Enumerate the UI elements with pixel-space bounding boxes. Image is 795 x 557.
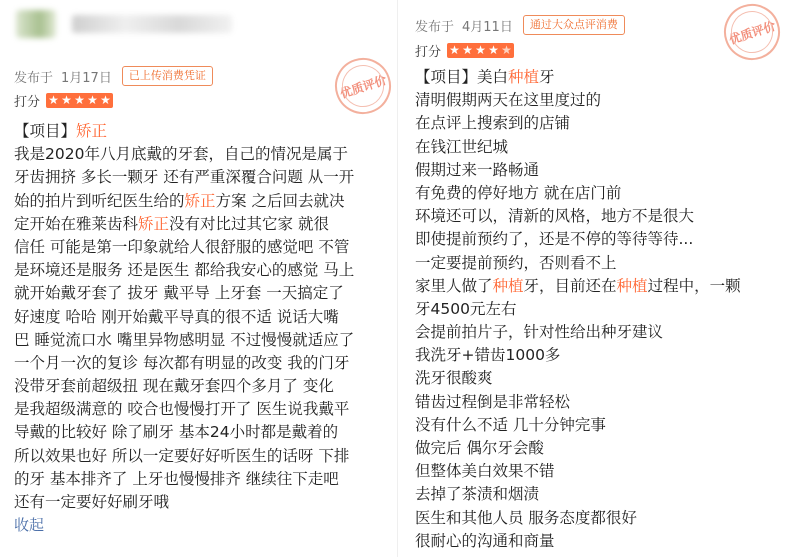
right-review-line bbox=[415, 275, 741, 298]
left-project-name: 矫正 bbox=[76, 122, 108, 140]
collapse-link[interactable]: 收起 bbox=[14, 516, 45, 535]
left-published-date: 1月17日 bbox=[61, 70, 112, 86]
blurred-user-header bbox=[14, 10, 244, 36]
right-review-text: 牙4500元左右 bbox=[415, 299, 517, 318]
right-review-line bbox=[415, 205, 741, 228]
right-review-card bbox=[398, 0, 795, 557]
right-review-text: 即使提前预约了，还是不停的等待等待... bbox=[415, 230, 694, 249]
right-review-line bbox=[415, 414, 741, 437]
right-project-tag: 【项目】 bbox=[415, 68, 478, 86]
left-review-text: 好速度 哈哈 刚开始戴平导真的很不适 说话大嘴 bbox=[14, 307, 339, 326]
left-collapse-row bbox=[14, 514, 354, 537]
right-review-text: 但整体美白效果不错 bbox=[415, 462, 555, 481]
left-review-line bbox=[14, 306, 354, 329]
left-star-rating bbox=[46, 93, 113, 108]
right-review-text: 在钱江世纪城 bbox=[415, 137, 509, 156]
left-review-text: 是环境还是服务 还是医生 都给我安心的感觉 马上 bbox=[14, 261, 355, 280]
left-review-line bbox=[14, 352, 354, 375]
right-review-line bbox=[415, 507, 741, 530]
star-icon: ★ bbox=[74, 93, 85, 107]
quality-review-stamp-text: 优质评价 bbox=[727, 18, 778, 47]
left-project-tag: 【项目】 bbox=[14, 122, 77, 140]
right-review-text: 牙，目前还在 bbox=[523, 276, 617, 295]
star-icon: ★ bbox=[475, 43, 486, 57]
right-review-text: 很耐心的沟通和商量 bbox=[415, 531, 555, 550]
left-score-line bbox=[14, 91, 113, 110]
right-review-line bbox=[415, 136, 741, 159]
left-review-line bbox=[14, 259, 354, 282]
left-review-line bbox=[14, 282, 354, 305]
left-review-text: 定开始在雅莱齿科 bbox=[14, 214, 139, 233]
right-review-text: 错齿过程倒是非常轻松 bbox=[415, 392, 571, 411]
right-review-line bbox=[415, 159, 741, 182]
left-review-line bbox=[14, 166, 354, 189]
star-icon: ★ bbox=[48, 93, 59, 107]
right-review-body bbox=[415, 66, 741, 553]
right-review-text: 有免费的停好地方 就在店门前 bbox=[415, 183, 622, 202]
left-review-line bbox=[14, 445, 354, 468]
right-review-line bbox=[415, 182, 741, 205]
right-highlight-keyword: 种植 bbox=[492, 276, 524, 295]
right-review-text: 家里人做了 bbox=[415, 276, 493, 295]
left-review-line bbox=[14, 375, 354, 398]
right-review-line bbox=[415, 89, 741, 112]
right-star-rating bbox=[447, 43, 514, 58]
right-review-text: 会提前拍片子，针对性给出种牙建议 bbox=[415, 323, 664, 342]
left-review-text: 一个月一次的复诊 每次都有明显的改变 我的门牙 bbox=[14, 353, 350, 372]
left-review-line bbox=[14, 190, 354, 213]
left-review-text: 信任 可能是第一印象就给人很舒服的感觉吧 不管 bbox=[14, 237, 350, 256]
left-review-text: 所以效果也好 所以一定要好好听医生的话呀 下排 bbox=[14, 446, 350, 465]
left-review-text: 始的拍片到听纪医生给的 bbox=[14, 191, 185, 210]
right-review-text: 环境还可以，清新的风格，地方不是很大 bbox=[415, 207, 695, 226]
left-review-line bbox=[14, 329, 354, 352]
right-published-date: 4月11日 bbox=[462, 19, 513, 35]
right-review-line bbox=[415, 228, 741, 251]
right-review-line bbox=[415, 252, 741, 275]
left-review-text: 还有一定要好好刷牙哦 bbox=[14, 493, 170, 511]
right-verified-badge: 通过大众点评消费 bbox=[523, 15, 625, 35]
right-review-line bbox=[415, 321, 741, 344]
left-review-text: 没带牙套前超级扭 现在戴牙套四个多月了 变化 bbox=[14, 377, 334, 396]
right-review-line bbox=[415, 460, 741, 483]
left-highlight-keyword: 矫正 bbox=[138, 214, 170, 233]
right-review-line bbox=[415, 530, 741, 553]
left-published-prefix: 发布于 bbox=[14, 70, 54, 86]
right-review-text: 清明假期两天在这里度过的 bbox=[415, 91, 602, 110]
right-score-line bbox=[415, 41, 514, 60]
quality-review-stamp-text: 优质评价 bbox=[338, 72, 389, 101]
quality-review-stamp bbox=[717, 0, 788, 67]
left-review-lines bbox=[14, 143, 354, 514]
right-review-line bbox=[415, 437, 741, 460]
right-review-line bbox=[415, 391, 741, 414]
left-review-line bbox=[14, 213, 354, 236]
right-review-line bbox=[415, 483, 741, 506]
right-highlight-keyword: 种植 bbox=[616, 276, 648, 295]
right-review-text: 做完后 偶尔牙会酸 bbox=[415, 439, 544, 457]
star-icon: ★ bbox=[61, 93, 72, 107]
right-project-line bbox=[415, 66, 741, 89]
right-published-prefix: 发布于 bbox=[415, 19, 455, 35]
right-review-text: 一定要提前预约，否则看不上 bbox=[415, 253, 617, 272]
right-project-prefix: 美白 bbox=[477, 68, 509, 86]
right-review-text: 没有什么不适 几十分钟完事 bbox=[415, 415, 606, 434]
star-icon: ★ bbox=[87, 93, 98, 107]
right-review-lines bbox=[415, 89, 741, 553]
right-review-line bbox=[415, 344, 741, 367]
right-project-suffix: 牙 bbox=[539, 68, 555, 86]
left-review-text: 就开始戴牙套了 拔牙 戴平导 上牙套 一天搞定了 bbox=[14, 284, 344, 303]
right-review-line bbox=[415, 112, 741, 135]
right-review-text: 假期过来一路畅通 bbox=[415, 160, 540, 179]
blurred-username bbox=[72, 15, 232, 33]
left-review-text: 导戴的比较好 除了刷牙 基本24小时都是戴着的 bbox=[14, 423, 339, 442]
blurred-avatar bbox=[16, 10, 56, 38]
right-score-label: 打分 bbox=[415, 45, 442, 60]
left-project-line bbox=[14, 120, 354, 143]
right-project-name: 种植 bbox=[508, 68, 540, 86]
left-review-text: 我是2020年八月底戴的牙套，自己的情况是属于 bbox=[14, 145, 348, 164]
star-icon: ★ bbox=[449, 43, 460, 57]
left-review-line bbox=[14, 143, 354, 166]
right-review-text: 过程中，一颗 bbox=[647, 276, 741, 295]
right-review-line bbox=[415, 298, 741, 321]
right-review-text: 医生和其他人员 服务态度都很好 bbox=[415, 508, 637, 527]
left-review-text: 巴 睡觉流口水 嘴里异物感明显 不过慢慢就适应了 bbox=[14, 330, 355, 349]
star-icon: ★ bbox=[488, 43, 499, 57]
left-review-text: 的牙 基本排齐了 上牙也慢慢排齐 继续往下走吧 bbox=[14, 469, 339, 488]
half-star-icon: ★ bbox=[501, 43, 512, 57]
right-review-text: 洗牙很酸爽 bbox=[415, 369, 493, 388]
left-review-text: 是我超级满意的 咬合也慢慢打开了 医生说我戴平 bbox=[14, 400, 350, 419]
right-meta-line bbox=[415, 15, 625, 35]
left-review-line bbox=[14, 491, 354, 514]
left-review-line bbox=[14, 398, 354, 421]
star-icon: ★ bbox=[462, 43, 473, 57]
right-review-text: 在点评上搜索到的店铺 bbox=[415, 114, 571, 133]
left-score-label: 打分 bbox=[14, 95, 41, 110]
left-review-line bbox=[14, 421, 354, 444]
left-review-text: 方案 之后回去就决 bbox=[215, 191, 345, 210]
right-review-line bbox=[415, 367, 741, 390]
left-review-body bbox=[14, 120, 354, 537]
left-review-line bbox=[14, 468, 354, 491]
right-review-text: 去掉了茶渍和烟渍 bbox=[415, 485, 540, 504]
left-highlight-keyword: 矫正 bbox=[184, 191, 216, 210]
left-review-text: 没有对比过其它家 就很 bbox=[169, 214, 329, 233]
left-meta-line bbox=[14, 66, 213, 86]
right-review-text: 我洗牙+错齿1000多 bbox=[415, 346, 561, 365]
left-review-text: 牙齿拥挤 多长一颗牙 还有严重深覆合问题 从一开 bbox=[14, 168, 355, 187]
left-review-line bbox=[14, 236, 354, 259]
star-icon: ★ bbox=[100, 93, 111, 107]
quality-review-stamp bbox=[328, 51, 398, 122]
left-verified-badge: 已上传消费凭证 bbox=[122, 66, 213, 86]
